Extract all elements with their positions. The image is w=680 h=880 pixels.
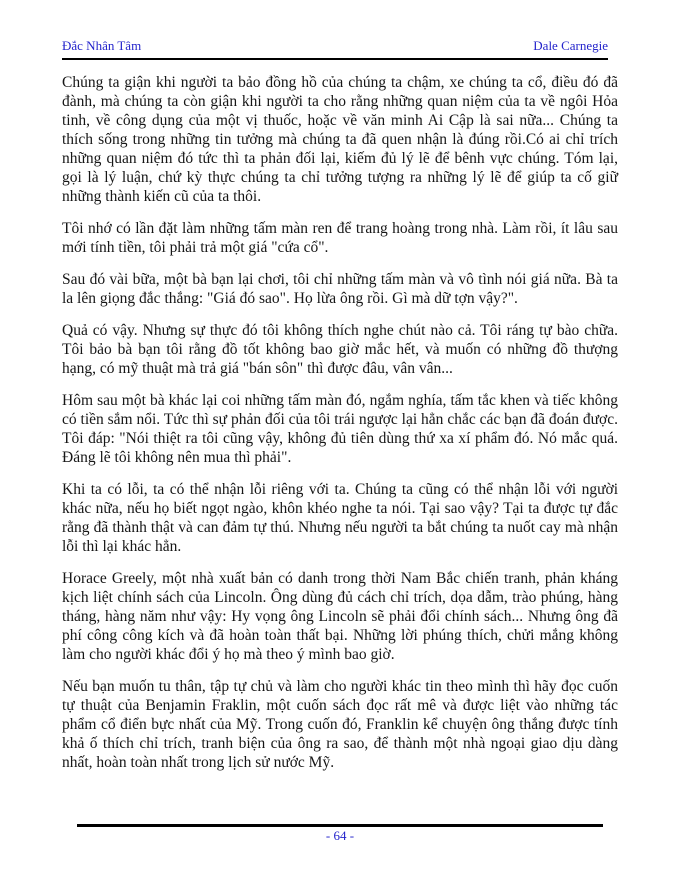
- paragraph: Hôm sau một bà khác lại coi những tấm màn đó, ngắm nghía, tấm tắc khen và tiếc không có tiền sắm nổi. Tức thì sự phản đối của tôi trái ngược lại hẳn chắc các bạn đã đoán được. Tôi đáp: "Nói thiệt ra tôi cũng vậy, không đủ tiên dùng thứ xa xí phẩm đó. Nó mắc quá. Đáng lẽ tôi không nên mua thì phải".: [62, 392, 618, 466]
- paragraph: Chúng ta giận khi người ta bảo đồng hồ của chúng ta chậm, xe chúng ta cổ, điều đó đã đành, mà chúng ta còn giận khi người ta cho rằng những quan niệm của ta về ngôi Hỏa tinh, về công dụng của một vị thuốc, hoặc về văn minh Ai Cập là sai nữa... Chúng ta thích sống trong những tin tưởng mà chúng ta đã quen nhận là đúng rồi.Có ai chỉ trích những quan niệm đó tức thì ta phản đối lại, kiếm đủ lý lẽ để bênh vực chúng. Tóm lại, gọi là lý luận, chứ kỳ thực chúng ta chỉ tưởng tượng ra những lý lẽ để giúp ta cố giữ những thành kiến cũ của ta thôi.: [62, 74, 618, 205]
- header-book-title: Đắc Nhân Tâm: [62, 38, 142, 53]
- paragraph: Horace Greely, một nhà xuất bản có danh trong thời Nam Bắc chiến tranh, phản kháng kịch liệt chính sách của Lincoln. Ông dùng đủ cách chỉ trích, dọa dẫm, trào phúng, hàng tháng, hàng năm như vậy: Hy vọng ông Lincoln sẽ phải đổi chính sách... Nhưng ông đã phí công công kích và đã hoàn toàn thất bại. Những lời phúng thích, chửi mắng không làm cho người khác đổi ý họ mà theo ý mình bao giờ.: [62, 570, 618, 663]
- paragraph: Quả có vậy. Nhưng sự thực đó tôi không thích nghe chút nào cả. Tôi ráng tự bào chữa. Tôi bảo bà bạn tôi rằng đồ tốt không bao giờ mắc hết, và muốn có những đồ thượng hạng, có mỹ thuật mà trả giá "bán sôn" thì được đâu, vân vân...: [62, 322, 618, 377]
- footer-rule: [77, 824, 603, 827]
- paragraph: Khi ta có lỗi, ta có thể nhận lỗi riêng với ta. Chúng ta cũng có thể nhận lỗi với người khác nữa, nếu họ biết ngọt ngào, khôn khéo nghe ta nói. Tại sao vậy? Tại ta được tự đắc rằng đã thành thật và can đảm tự thú. Nhưng nếu người ta bắt chúng ta nuốt cay mà nhận lỗi thì lại khác hẳn.: [62, 481, 618, 555]
- running-header: [62, 38, 608, 60]
- header-author-name: Dale Carnegie: [533, 38, 608, 53]
- paragraph: Sau đó vài bữa, một bà bạn lại chơi, tôi chỉ những tấm màn và vô tình nói giá nữa. Bà ta la lên giọng đắc thắng: "Giá đó sao". Họ lừa ông rồi. Gì mà dữ tợn vậy?".: [62, 271, 618, 307]
- body-paragraphs: [62, 73, 618, 785]
- page-number: - 64 -: [325, 828, 355, 843]
- paragraph: Tôi nhớ có lần đặt làm những tấm màn ren để trang hoàng trong nhà. Làm rồi, ít lâu sau mới tính tiền, tôi phải trả một giá "cứa cổ".: [62, 220, 618, 256]
- paragraph: Nếu bạn muốn tu thân, tập tự chủ và làm cho người khác tin theo mình thì hãy đọc cuốn tự thuật của Benjamin Fraklin, một cuốn sách đọc rất mê và được liệt vào những tác phẩm cổ điển bực nhất của Mỹ. Trong cuốn đó, Franklin kể chuyện ông thắng được tính khả ố thích chỉ trích, tranh biện của ông ra sao, để thành một nhà ngoại giao dịu dàng nhất, hoàn toàn nhất trong lịch sử nước Mỹ.: [62, 678, 618, 771]
- page-footer: [0, 824, 680, 844]
